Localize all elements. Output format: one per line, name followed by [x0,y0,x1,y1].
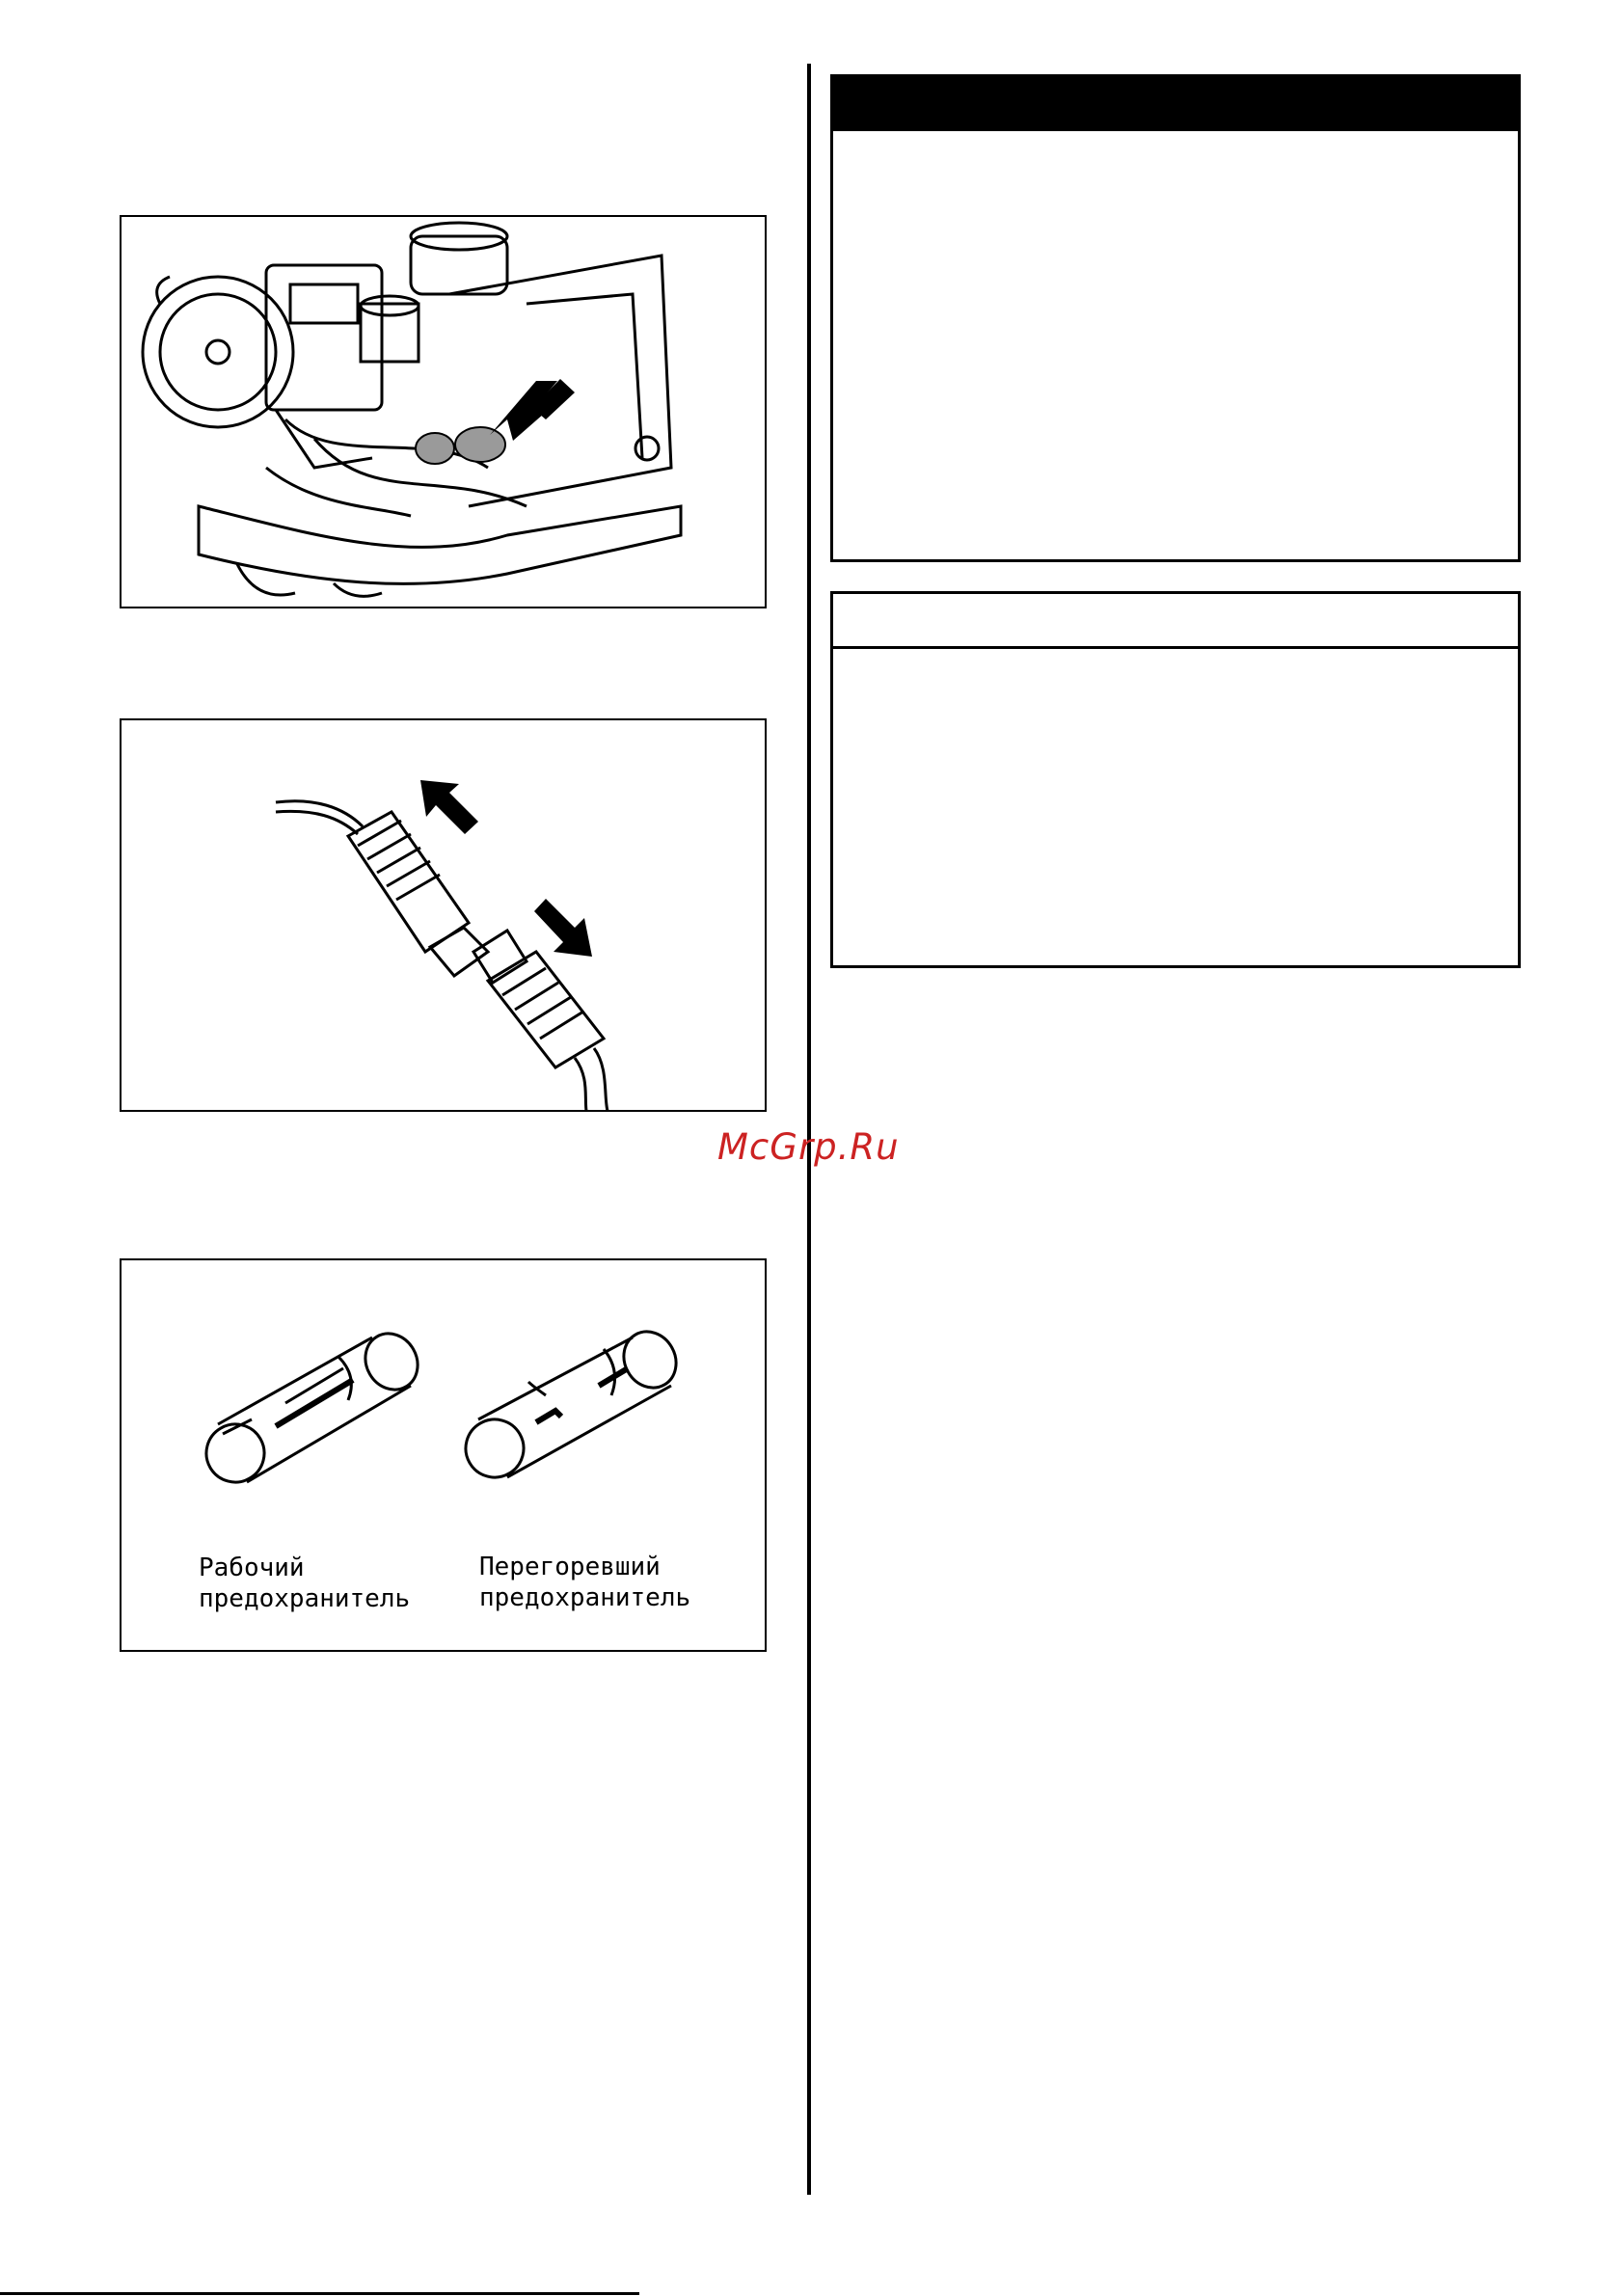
engine-figure [120,215,767,608]
blown-fuse-icon [455,1322,686,1488]
fuse-figure [120,1258,767,1652]
blown-fuse-label-line2: предохранитель [479,1583,691,1612]
blown-fuse-label-line1: Перегоревший [479,1553,661,1581]
good-fuse-icon [196,1324,427,1493]
blown-fuse-label [479,1552,690,1613]
warning-header [833,77,1518,131]
good-fuse-label-line2: предохранитель [199,1584,411,1613]
note-header [833,594,1518,649]
connector-figure [120,718,767,1112]
connector-illustration [122,720,769,1114]
watermark: McGrp.Ru [717,1126,900,1168]
arrow-down-right-icon [534,899,592,957]
footer-rule [0,2292,639,2295]
good-fuse-label [199,1553,410,1614]
warning-box [830,74,1521,562]
arrow-up-left-icon [420,780,478,834]
note-box [830,591,1521,968]
good-fuse-label-line1: Рабочий [199,1553,305,1582]
engine-illustration [122,217,769,610]
